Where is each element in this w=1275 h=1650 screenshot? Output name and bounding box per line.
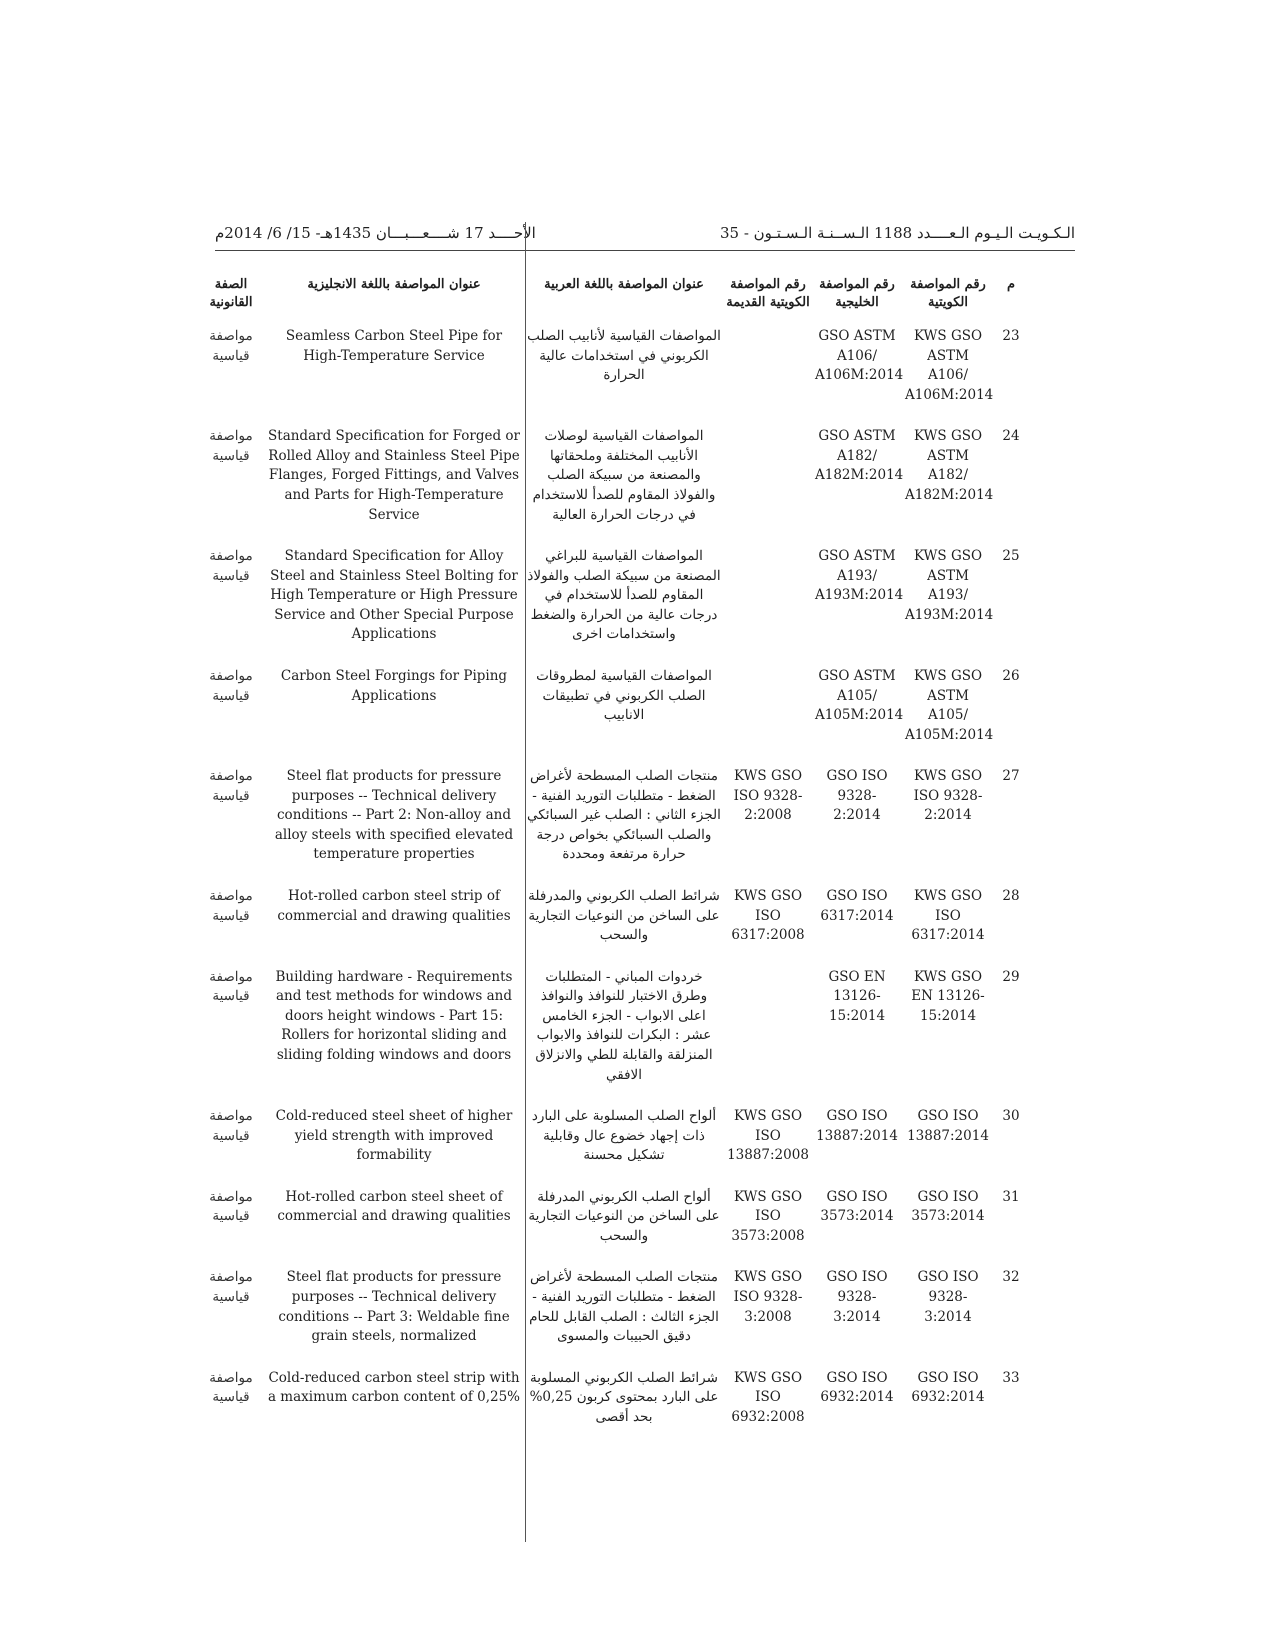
cell-title-ar: شرائط الصلب الكربوني المسلوبة على البارد بمحتوى كربون 0,25% بحد أقصى: [529, 1369, 719, 1425]
cell-legal: مواصفة قياسية: [209, 888, 253, 924]
cell-legal: مواصفة قياسية: [209, 768, 253, 804]
cell-kuwait-old: [724, 964, 812, 1103]
cell-no: 31: [1002, 1188, 1020, 1205]
cell-title-en: Seamless Carbon Steel Pipe for High-Temperature Service: [285, 328, 503, 364]
cell-title-en: Hot-rolled carbon steel strip of commercial and drawing qualities: [277, 888, 511, 924]
cell-title-ar: المواصفات القياسية لأنابيب الصلب الكربوني في استخدامات عالية الحرارة: [527, 328, 721, 384]
cell-title-ar: ألواح الصلب المسلوبة على البارد ذات إجهاد خضوع عال وقابلية تشكيل محسنة: [531, 1108, 717, 1164]
cell-kuwait: KWS GSO ASTM A193/ A193M:2014: [905, 548, 994, 623]
cell-title-en: Cold-reduced carbon steel strip with a maximum carbon content of 0,25%: [267, 1369, 521, 1406]
cell-gulf: GSO ISO 6317:2014: [820, 888, 894, 924]
cell-kuwait: KWS GSO ASTM A105/ A105M:2014: [905, 667, 994, 743]
cell-kuwait-old: KWS GSO ISO 6932:2008: [731, 1369, 805, 1425]
cell-title-ar: شرائط الصلب الكربوني والمدرفلة على الساخن من النوعيات التجارية والسحب: [528, 888, 720, 944]
cell-no: 28: [1002, 888, 1020, 905]
cell-gulf: GSO ISO 6932:2014: [820, 1369, 894, 1406]
cell-title-ar: خردوات المباني - المتطلبات وطرق الاختبار للنوافذ والنوافذ اعلى الابواب - الجزء الخامس عشر : البكرات للنوافذ والابواب المنزلقة والقابلة للطي والانزلاق الافقي: [535, 968, 713, 1083]
table-row: [198, 323, 1028, 423]
cell-kuwait-old: KWS GSO ISO 6317:2008: [731, 888, 805, 944]
cell-legal: مواصفة قياسية: [209, 667, 253, 704]
cell-legal: مواصفة قياسية: [209, 968, 253, 1005]
header-divider: [215, 250, 1075, 251]
col-header-title-ar: عنوان المواصفة باللغة العربية: [544, 277, 704, 292]
col-header-gulf: رقم المواصفة الخليجية: [819, 277, 895, 310]
cell-kuwait: GSO ISO 6932:2014: [911, 1369, 985, 1406]
cell-gulf: GSO ASTM A182/ A182M:2014: [815, 428, 904, 484]
cell-title-ar: المواصفات القياسية لوصلات الأنابيب المختلفة وملحقاتها والمصنعة من سبيكة الصلب والفولاذ المقاوم للصدأ للاستخدام في درجات الحرارة العالية: [532, 428, 716, 523]
cell-legal: مواصفة قياسية: [209, 1188, 253, 1225]
table-header-row: [198, 272, 1028, 323]
table-row: [198, 1365, 1028, 1446]
table-row: [198, 883, 1028, 964]
header-issue: الـكـويـت الـيـوم الـعــــدد 1188 الـســنـة الـسـتـون - 35: [719, 224, 1075, 242]
cell-no: 32: [1002, 1269, 1020, 1286]
cell-gulf: GSO ISO 13887:2014: [816, 1108, 898, 1144]
table-row: [198, 663, 1028, 763]
cell-title-en: Standard Specification for Alloy Steel and Stainless Steel Bolting for High Temperature or High Pressure Service and Other Special Purpose Applications: [270, 548, 518, 643]
cell-legal: مواصفة قياسية: [209, 1108, 253, 1144]
cell-title-ar: منتجات الصلب المسطحة لأغراض الضغط - متطلبات التوريد الفنية - الجزء الثاني : الصلب غير السبائكي والصلب السبائكي بخواص درجة حرارة مرتفعة ومحددة: [527, 768, 721, 863]
table-row: [198, 964, 1028, 1103]
table-body: [198, 323, 1028, 1445]
cell-kuwait-old: [724, 663, 812, 763]
cell-kuwait-old: [724, 543, 812, 663]
page-header: [215, 224, 1075, 250]
cell-title-en: Carbon Steel Forgings for Piping Applications: [280, 667, 508, 704]
header-date: الأحــــد 17 شــــعـــبـــان 1435هـ- 15/ 6/ 2014م: [215, 224, 536, 242]
table-row: [198, 543, 1028, 663]
cell-legal: مواصفة قياسية: [209, 1269, 253, 1306]
cell-gulf: GSO ASTM A106/ A106M:2014: [815, 328, 904, 384]
cell-no: 26: [1002, 667, 1020, 684]
cell-gulf: GSO ASTM A105/ A105M:2014: [815, 667, 904, 724]
cell-kuwait-old: KWS GSO ISO 3573:2008: [731, 1188, 805, 1244]
col-header-title-en: عنوان المواصفة باللغة الانجليزية: [307, 277, 481, 292]
cell-legal: مواصفة قياسية: [209, 1369, 253, 1406]
cell-kuwait: KWS GSO ISO 9328-2:2014: [913, 768, 983, 824]
table-row: [198, 1264, 1028, 1364]
cell-no: 24: [1002, 428, 1020, 445]
cell-title-en: Standard Specification for Forged or Rolled Alloy and Stainless Steel Pipe Flanges, Forged Fittings, and Valves and Parts for High-Temperature Service: [268, 428, 520, 523]
col-header-no: م: [1006, 277, 1016, 292]
cell-legal: مواصفة قياسية: [209, 548, 253, 584]
cell-no: 27: [1002, 768, 1020, 785]
cell-gulf: GSO ISO 9328-2:2014: [826, 768, 888, 824]
col-header-legal: الصفة القانونية: [209, 277, 253, 310]
cell-title-en: Steel flat products for pressure purposes -- Technical delivery conditions -- Part 2: Non-alloy and alloy steels with specified elevated temperature properties: [274, 768, 514, 863]
cell-kuwait-old: [724, 423, 812, 543]
table-row: [198, 763, 1028, 883]
cell-gulf: GSO ASTM A193/ A193M:2014: [815, 548, 904, 604]
cell-title-en: Hot-rolled carbon steel sheet of commercial and drawing qualities: [277, 1188, 511, 1225]
cell-kuwait-old: KWS GSO ISO 13887:2008: [727, 1108, 809, 1164]
cell-title-en: Steel flat products for pressure purposes -- Technical delivery conditions -- Part 3: Weldable fine grain steels, normalized: [278, 1269, 510, 1345]
cell-kuwait: KWS GSO EN 13126-15:2014: [911, 968, 985, 1024]
table-row: [198, 1184, 1028, 1265]
col-header-kuwait-old: رقم المواصفة الكويتية القديمة: [726, 277, 810, 310]
cell-kuwait-old: [724, 323, 812, 423]
cell-no: 23: [1002, 328, 1020, 345]
cell-legal: مواصفة قياسية: [209, 328, 253, 364]
cell-kuwait: GSO ISO 13887:2014: [907, 1108, 989, 1144]
cell-kuwait-old: KWS GSO ISO 9328-2:2008: [733, 768, 803, 824]
cell-kuwait-old: KWS GSO ISO 9328-3:2008: [733, 1269, 803, 1325]
cell-kuwait: KWS GSO ASTM A106/ A106M:2014: [905, 328, 994, 403]
cell-no: 33: [1002, 1369, 1020, 1386]
cell-gulf: GSO ISO 9328-3:2014: [826, 1269, 888, 1325]
cell-no: 29: [1002, 968, 1020, 985]
cell-kuwait: KWS GSO ASTM A182/ A182M:2014: [905, 428, 994, 504]
cell-gulf: GSO EN 13126-15:2014: [828, 968, 886, 1024]
cell-kuwait: GSO ISO 3573:2014: [911, 1188, 985, 1225]
cell-title-ar: ألواح الصلب الكربوني المدرفلة على الساخن من النوعيات التجارية والسحب: [528, 1188, 720, 1244]
cell-kuwait: GSO ISO 9328-3:2014: [917, 1269, 979, 1325]
col-header-kuwait: رقم المواصفة الكويتية: [910, 277, 986, 310]
cell-title-en: Cold-reduced steel sheet of higher yield strength with improved formability: [275, 1108, 513, 1164]
cell-no: 30: [1002, 1108, 1020, 1125]
table-row: [198, 1103, 1028, 1184]
cell-kuwait: KWS GSO ISO 6317:2014: [911, 888, 985, 944]
standards-table: [198, 272, 1028, 1445]
cell-title-en: Building hardware - Requirements and test methods for windows and doors height windows - Part 15: Rollers for horizontal sliding and sliding folding windows and doors: [275, 968, 513, 1063]
cell-no: 25: [1002, 548, 1020, 565]
cell-legal: مواصفة قياسية: [209, 428, 253, 464]
table-row: [198, 423, 1028, 543]
cell-title-ar: المواصفات القياسية لمطروقات الصلب الكربوني في تطبيقات الانابيب: [536, 667, 712, 724]
cell-title-ar: المواصفات القياسية للبراغي المصنعة من سبيكة الصلب والفولاذ المقاوم للصدأ للاستخدام في درجات عالية من الحرارة والضغط واستخدامات اخرى: [527, 548, 721, 643]
cell-gulf: GSO ISO 3573:2014: [820, 1188, 894, 1225]
cell-title-ar: منتجات الصلب المسطحة لأغراض الضغط - متطلبات التوريد الفنية - الجزء الثالث : الصلب القابل للحام دقيق الحبيبات والمسوى: [529, 1269, 719, 1345]
